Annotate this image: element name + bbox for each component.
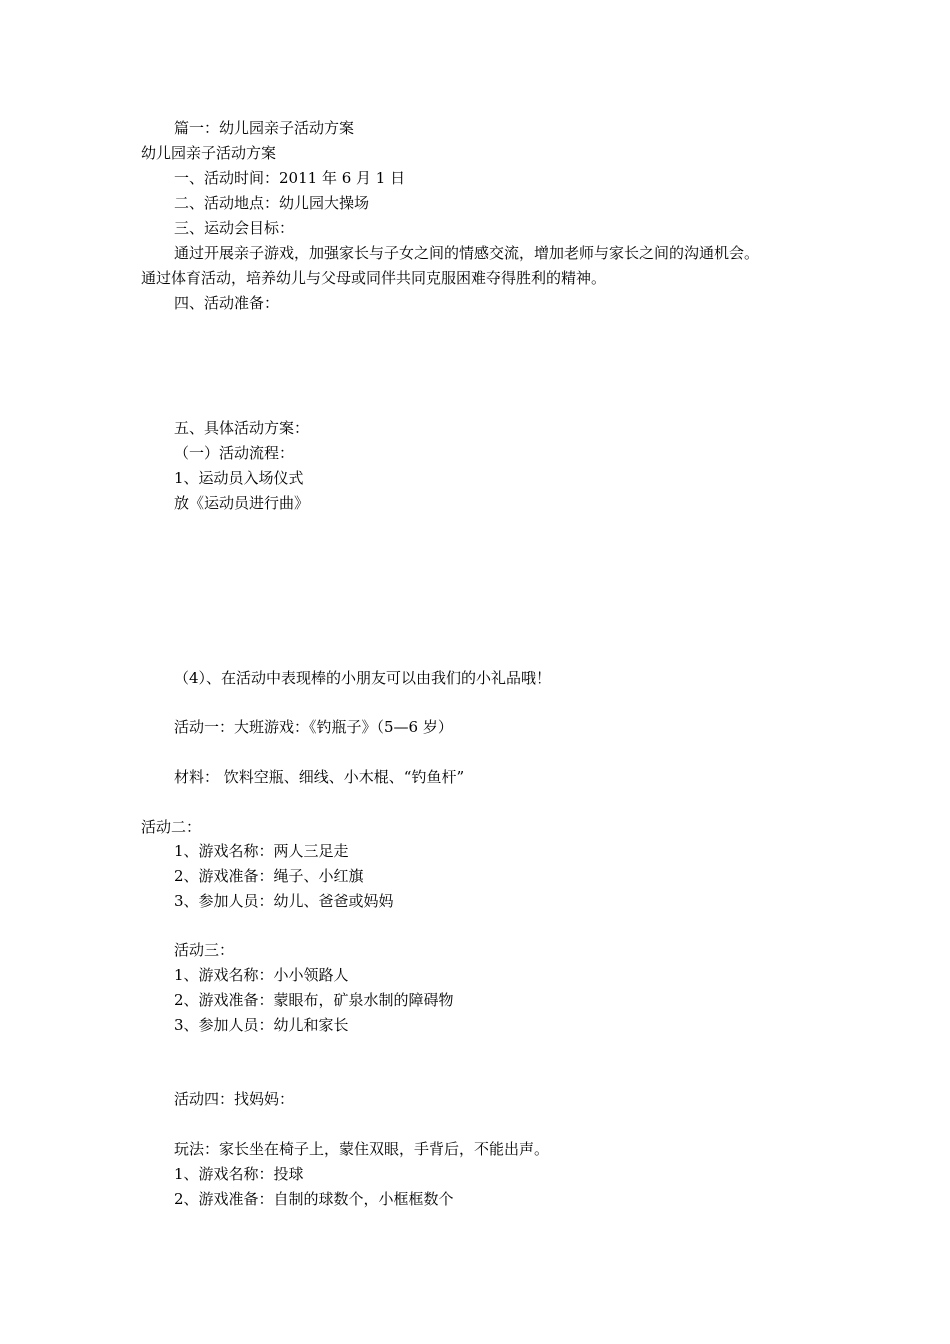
doc-title: 篇一：幼儿园亲子活动方案 (174, 119, 355, 137)
prep-heading: 四、活动准备： (174, 294, 280, 312)
activity-four-item-1: 1、游戏名称：投球 (174, 1165, 304, 1183)
plan-heading: 五、具体活动方案： (174, 419, 310, 437)
activity-four-rules: 玩法：家长坐在椅子上，蒙住双眼，手背后，不能出声。 (174, 1140, 550, 1158)
activity-three-item-2: 2、游戏准备：蒙眼布，矿泉水制的障碍物 (174, 991, 454, 1009)
march-music: 放《运动员进行曲》 (174, 494, 310, 512)
activity-four: 活动四：找妈妈： (174, 1090, 295, 1108)
activity-one-material: 材料： 饮料空瓶、细线、小木棍、“钓鱼杆” (174, 768, 465, 786)
activity-time: 一、活动时间：2011 年 6 月 1 日 (174, 169, 406, 187)
activity-four-item-2: 2、游戏准备：自制的球数个，小框框数个 (174, 1190, 454, 1208)
goal-heading: 三、运动会目标： (174, 219, 295, 237)
activity-three-item-1: 1、游戏名称：小小领路人 (174, 966, 349, 984)
activity-two-item-2: 2、游戏准备：绳子、小红旗 (174, 867, 364, 885)
gift-note: （4）、在活动中表现棒的小朋友可以由我们的小礼品哦！ (174, 669, 552, 687)
activity-three: 活动三： (174, 941, 235, 959)
activity-two-item-3: 3、参加人员：幼儿、爸爸或妈妈 (174, 892, 394, 910)
activity-place: 二、活动地点：幼儿园大操场 (174, 194, 370, 212)
activity-one: 活动一：大班游戏：《钓瓶子》（5—6 岁） (174, 718, 453, 736)
process-heading: （一）活动流程： (174, 444, 295, 462)
goal-text-2: 通过体育活动，培养幼儿与父母或同伴共同克服困难夺得胜利的精神。 (141, 269, 607, 287)
entry-ceremony: 1、运动员入场仪式 (174, 469, 304, 487)
doc-subtitle: 幼儿园亲子活动方案 (141, 144, 277, 162)
activity-three-item-3: 3、参加人员：幼儿和家长 (174, 1016, 349, 1034)
goal-text-1: 通过开展亲子游戏，加强家长与子女之间的情感交流，增加老师与家长之间的沟通机会。 (174, 244, 760, 262)
activity-two: 活动二： (141, 818, 202, 836)
activity-two-item-1: 1、游戏名称：两人三足走 (174, 842, 349, 860)
